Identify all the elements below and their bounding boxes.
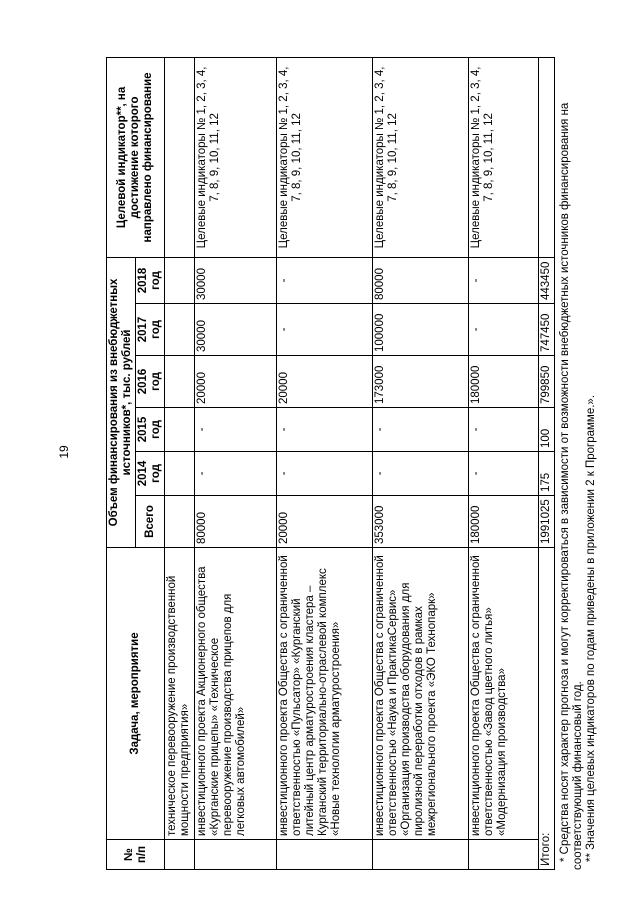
cell-2016: 20000 [195,356,277,408]
cell-2016: 20000 [277,356,373,408]
cell-2017: 100000 [373,304,469,356]
cell-task: инвестиционного проекта Общества с ограниченной ответственностью «Пульсатор» «Курганский литейный центр арматуростроения кластера – Курганский территориально-отраслевой комплекс «Новые технологии арматуростроения» [277,548,373,840]
cell-2015: - [373,408,469,452]
cell-2014: - [195,452,277,496]
cell-2016: 180000 [469,356,539,408]
cell-2014 [165,452,195,496]
cell-2015: - [195,408,277,452]
table-row [195,57,277,869]
totals-2016: 799850 [539,356,555,408]
cell-2018: 80000 [373,257,469,303]
totals-2017: 747450 [539,304,555,356]
header-year-2015: 2015 год [136,408,165,452]
cell-2015: - [277,408,373,452]
totals-total: 1991025 [539,496,555,548]
cell-total: 180000 [469,496,539,548]
table-row [373,57,469,869]
cell-indicator: Целевые индикаторы № 1, 2, 3, 4, 7, 8, 9, 10, 11, 12 [195,57,277,257]
cell-total [165,496,195,548]
cell-2017: - [277,304,373,356]
cell-2014: - [373,452,469,496]
cell-total: 353000 [373,496,469,548]
header-indicator: Целевой индикатор**, на достижение которого направлено финансирование [107,57,165,257]
cell-2015: - [469,408,539,452]
header-year-2017: 2017 год [136,304,165,356]
funding-table [106,57,555,870]
cell-2017: 30000 [195,304,277,356]
cell-indicator: Целевые индикаторы № 1, 2, 3, 4, 7, 8, 9, 10, 11, 12 [277,57,373,257]
footnote-indicators: ** Значения целевых индикаторов по годам приведены в приложении 2 к Программе.». [585,394,597,862]
cell-2018: 30000 [195,257,277,303]
cell-total: 20000 [277,496,373,548]
cell-num [469,840,539,870]
cell-2017 [165,304,195,356]
cell-task: техническое перевооружение производственной мощности предприятия» [165,548,195,840]
footnotes [559,58,598,870]
totals-label: Итого: [539,548,555,870]
table-row [277,57,373,869]
page-number: 19 [57,445,71,459]
cell-2014: - [469,452,539,496]
cell-num [277,840,373,870]
header-num: № п/п [107,840,165,870]
footnote-funding: * Средства носят характер прогноза и могут корректироваться в зависимости от возможности внебюджетных источников финансирования на соответствующий финансовый год. [559,102,584,870]
totals-2018: 443450 [539,257,555,303]
cell-task: инвестиционного проекта Акционерного общества «Курганские прицепы» «Техническое перевооружение производства прицепов для легковых автомобилей» [195,548,277,840]
cell-2018: - [277,257,373,303]
header-task: Задача, мероприятие [107,548,165,840]
cell-task: инвестиционного проекта Общества с ограниченной ответственностью «Наука и ПрактикаСервис» «Организация производства оборудования для пиролизной переработки отходов в рамках межрегионального проекта «ЭКО Технопарк» [373,548,469,840]
header-funding: Объем финансирования из внебюджетных источников*, тыс. рублей [107,257,136,547]
cell-indicator [165,57,195,257]
totals-2014: 175 [539,452,555,496]
header-year-2016: 2016 год [136,356,165,408]
cell-2016 [165,356,195,408]
table-row [469,57,539,869]
cell-num [373,840,469,870]
header-row-1 [107,57,136,869]
cell-task: инвестиционного проекта Общества с ограниченной ответственностью «Завод цветного литья» «Модернизация производства» [469,548,539,840]
header-year-2018: 2018 год [136,257,165,303]
cell-num [165,840,195,870]
cell-indicator: Целевые индикаторы № 1, 2, 3, 4, 7, 8, 9, 10, 11, 12 [373,57,469,257]
cell-2018 [165,257,195,303]
totals-row [539,57,555,869]
cell-2017: - [469,304,539,356]
totals-2015: 100 [539,408,555,452]
table-row [165,57,195,869]
cell-indicator: Целевые индикаторы № 1, 2, 3, 4, 7, 8, 9, 10, 11, 12 [469,57,539,257]
cell-2016: 173000 [373,356,469,408]
rotated-sheet [106,58,597,870]
cell-total: 80000 [195,496,277,548]
cell-num [195,840,277,870]
header-year-2014: 2014 год [136,452,165,496]
cell-2018: - [469,257,539,303]
cell-2015 [165,408,195,452]
header-total: Всего [136,496,165,548]
totals-indicator [539,57,555,257]
cell-2014: - [277,452,373,496]
